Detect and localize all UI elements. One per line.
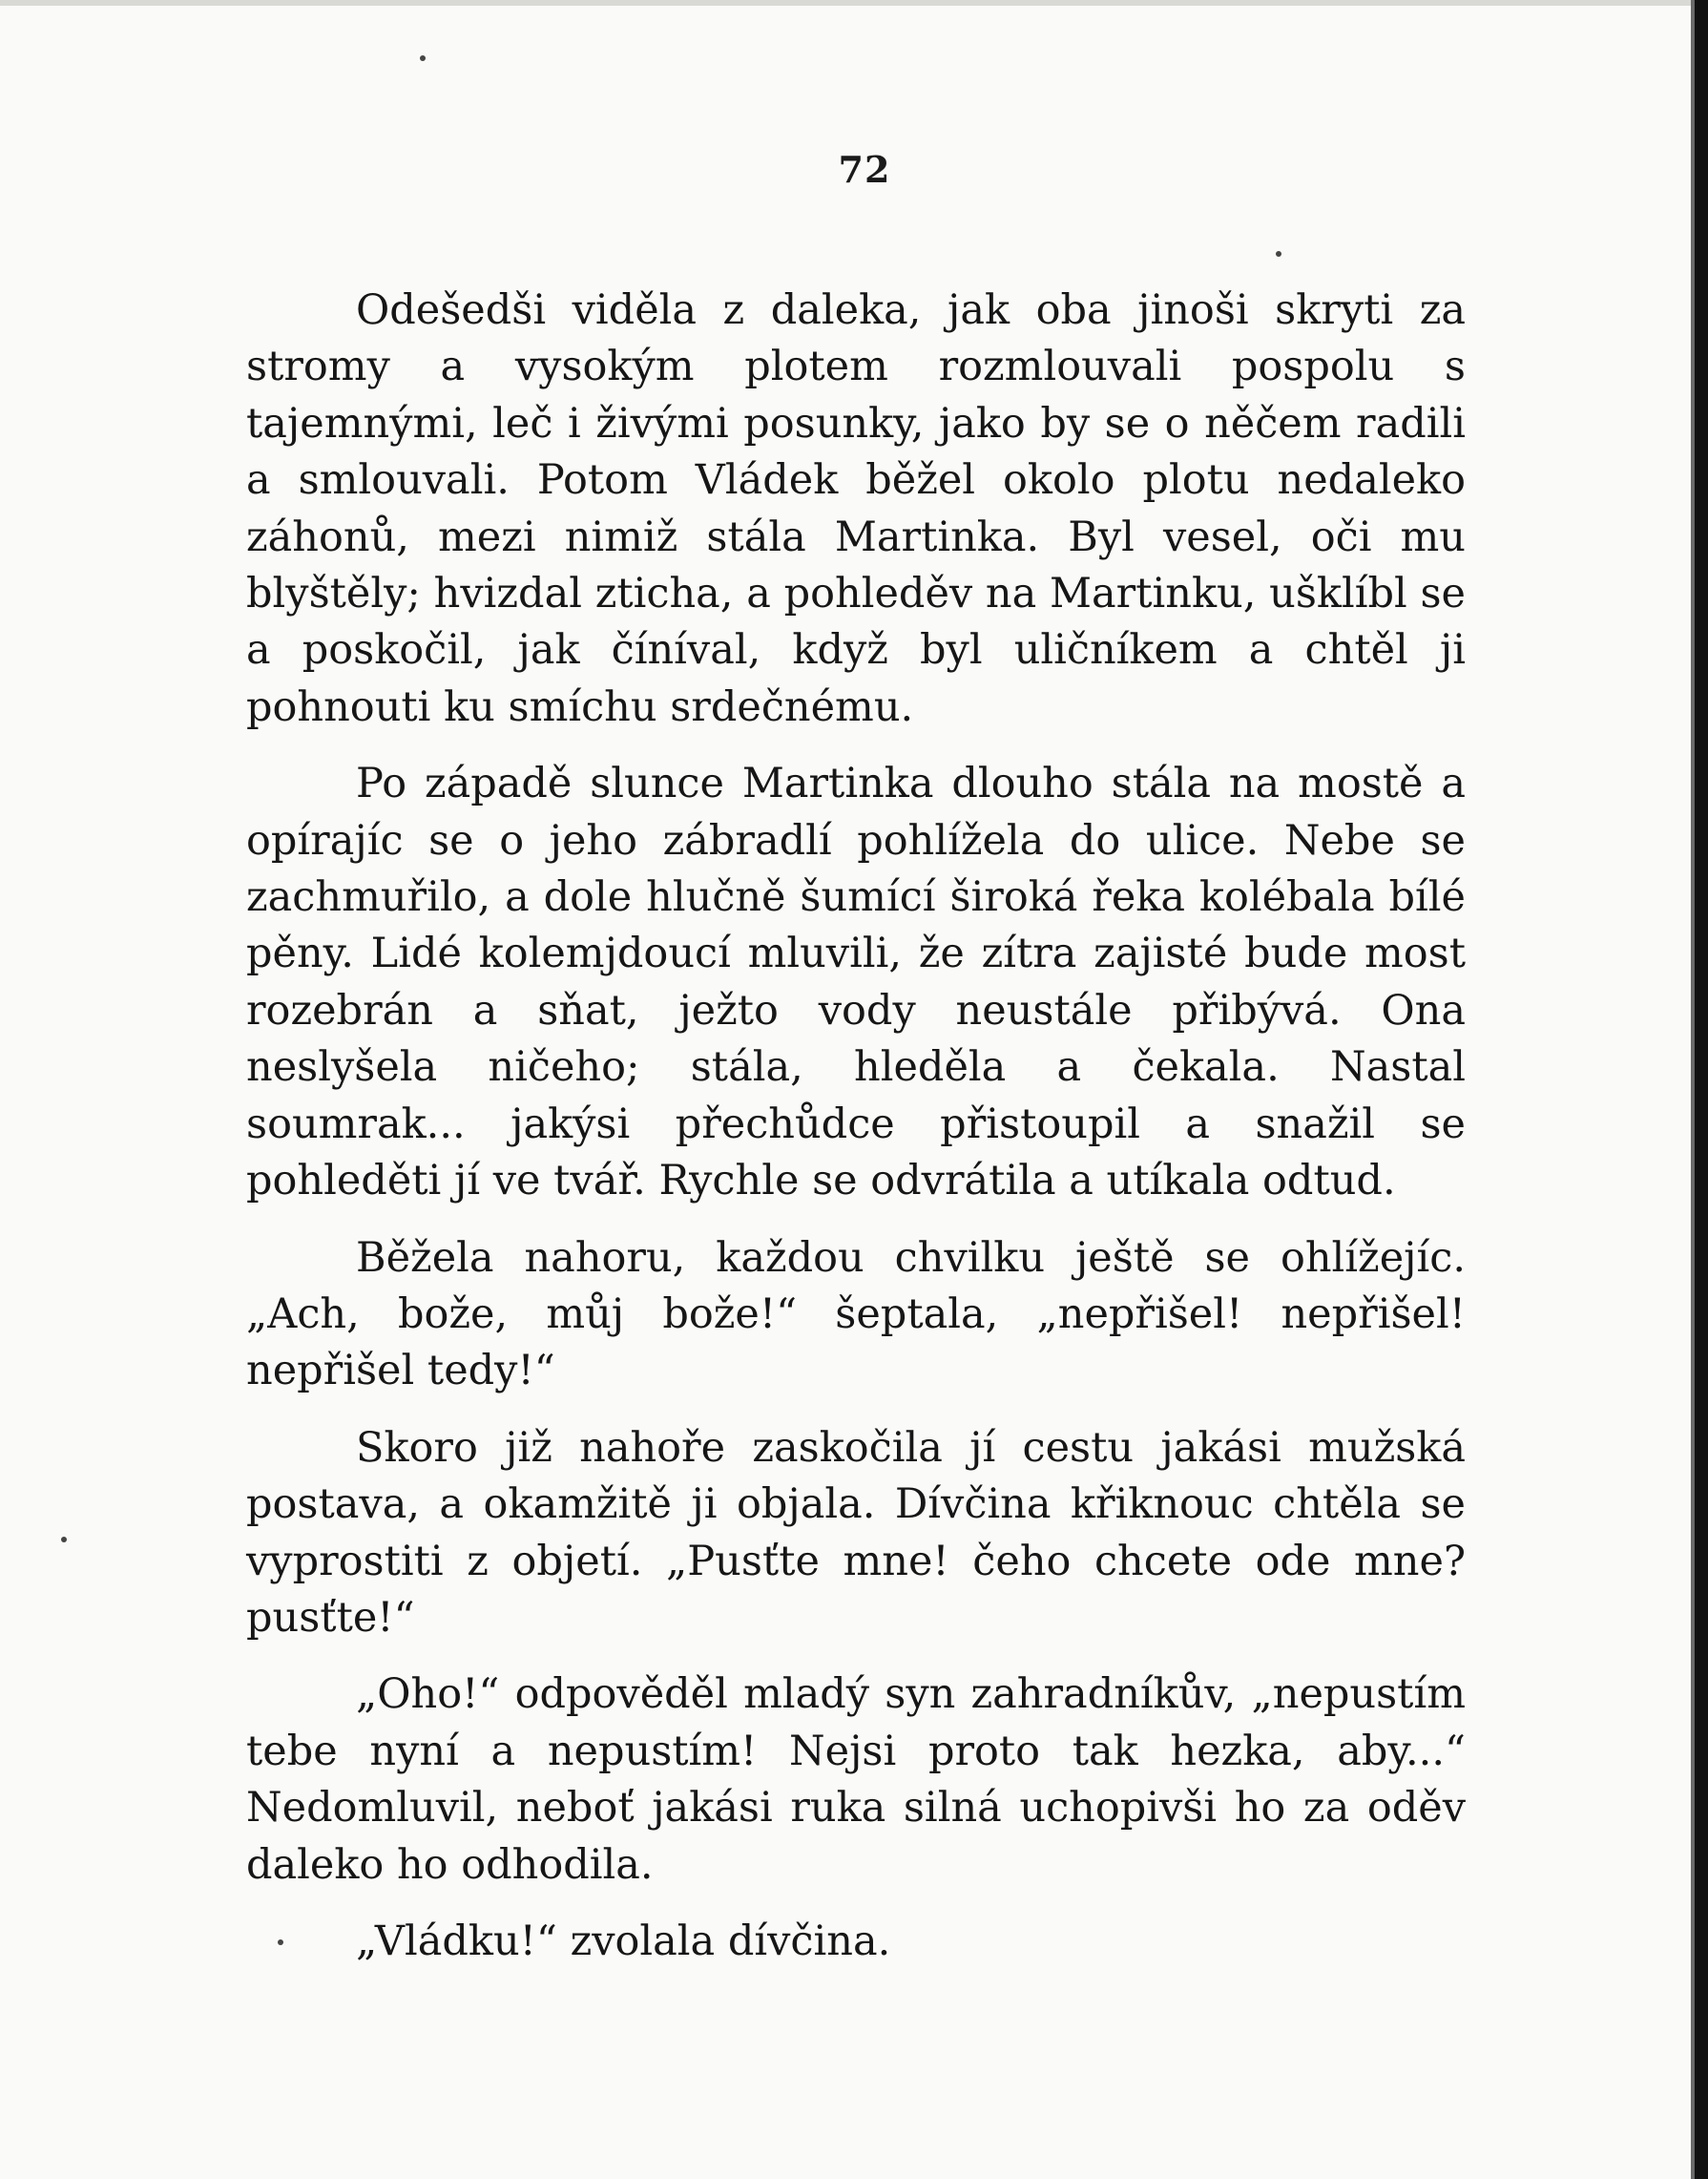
paragraph: Skoro již nahoře zaskočila jí cestu jakási mužská postava, a okamžitě ji objala. Dívčina křiknouc chtěla se vyprostiti z objetí. „Pusťte mne! čeho chcete ode mne? pusťte!“ — [246, 1423, 1466, 1642]
paragraph: Běžela nahoru, každou chvilku ještě se ohlížejíc. „Ach, bože, můj bože!“ šeptala, „nepřišel! nepřišel! nepřišel tedy!“ — [246, 1233, 1466, 1395]
page-number: 72 — [838, 148, 891, 191]
body-text — [246, 283, 1466, 1990]
scan-speck — [61, 1537, 67, 1542]
scan-edge-right — [1695, 0, 1708, 2179]
paragraph: Po západě slunce Martinka dlouho stála na mostě a opírajíc se o jeho zábradlí pohlížela do ulice. Nebe se zachmuřilo, a dole hlučně šumící široká řeka kolébala bílé pěny. Lidé kolemjdoucí mluvili, že zítra zajisté bude most rozebrán a sňat, ježto vody neustále přibývá. Ona neslyšela ničeho; stála, hleděla a čekala. Nastal soumrak... jakýsi přechůdce přistoupil a snažil se pohleděti jí ve tvář. Rychle se odvrátila a utíkala odtud. — [246, 760, 1466, 1205]
paragraph: „Oho!“ odpověděl mladý syn zahradníkův, „nepustím tebe nyní a nepustím! Nejsi proto tak hezka, aby...“ Nedomluvil, neboť jakási ruka silná uchopivši ho za oděv daleko ho odhodila. — [246, 1670, 1466, 1889]
scan-edge-top — [0, 0, 1708, 6]
scan-speck — [420, 55, 426, 61]
scan-speck — [1276, 251, 1281, 257]
paragraph: Odešedši viděla z daleka, jak oba jinoši skryti za stromy a vysokým plotem rozmlouvali pospolu s tajemnými, leč i živými posunky, jako by se o něčem radili a smlouvali. Potom Vládek běžel okolo plotu nedaleko záhonů, mezi nimiž stála Martinka. Byl vesel, oči mu blyštěly; hvizdal zticha, a pohleděv na Martinku, ušklíbl se a poskočil, jak číníval, když byl uličníkem a chtěl ji pohnouti ku smíchu srdečnému. — [246, 286, 1466, 731]
paragraph: „Vládku!“ zvolala dívčina. — [356, 1917, 891, 1965]
